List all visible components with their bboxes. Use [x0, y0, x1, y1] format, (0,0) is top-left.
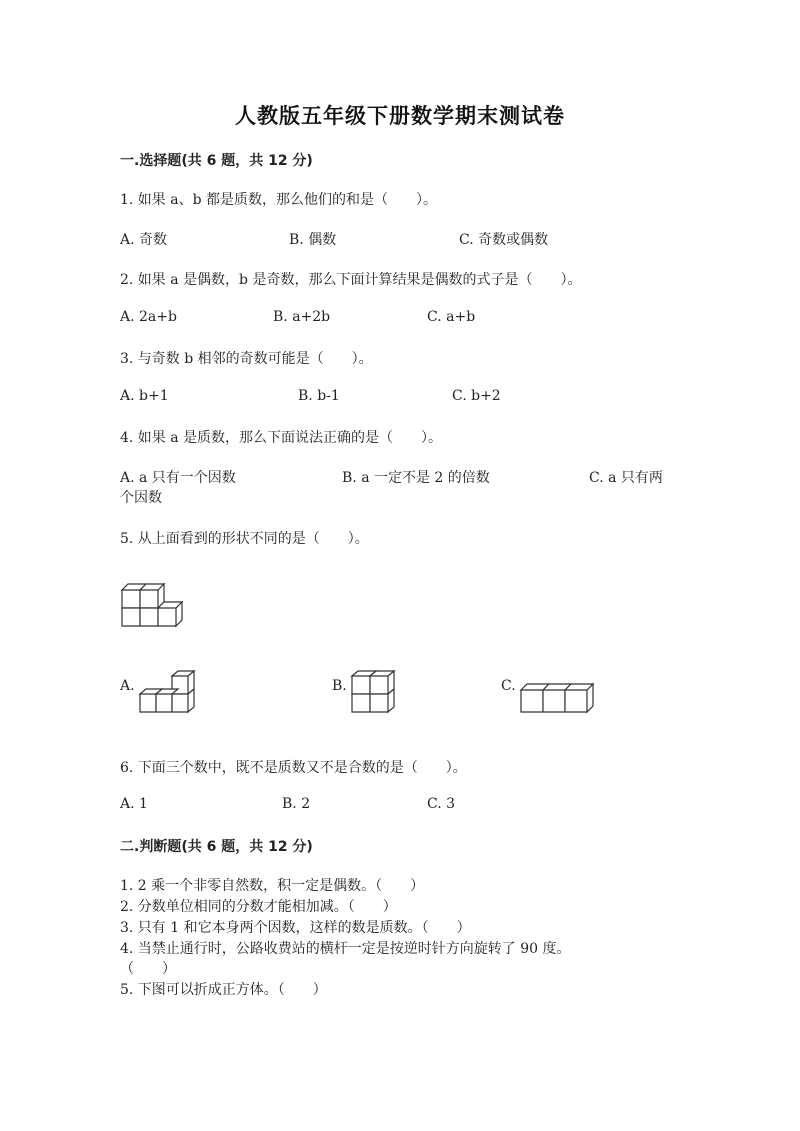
q6-option-b: B. 2 — [282, 796, 311, 812]
q2-option-a: A. 2a+b — [120, 309, 177, 325]
question-2: 2. 如果 a 是偶数，b 是奇数，那么下面计算结果是偶数的式子是（ ）。 — [120, 272, 582, 288]
q2-option-b: B. a+2b — [273, 309, 331, 325]
q5-reference-figure — [118, 578, 190, 630]
q1-option-b: B. 偶数 — [289, 232, 337, 248]
judgment-item-1: 1. 2 乘一个非零自然数，积一定是偶数。（ ） — [120, 878, 425, 894]
judgment-item-3: 3. 只有 1 和它本身两个因数，这样的数是质数。（ ） — [120, 920, 471, 936]
q5-option-a-figure — [136, 670, 198, 714]
q5-option-c: C. — [501, 678, 516, 694]
q5-option-b-figure — [348, 670, 408, 714]
section-heading-judgment: 二.判断题(共 6 题，共 12 分) — [120, 839, 313, 855]
question-4: 4. 如果 a 是质数，那么下面说法正确的是（ ）。 — [120, 430, 443, 446]
judgment-item-4-blank: （ ） — [120, 961, 176, 977]
q2-option-c: C. a+b — [427, 309, 476, 325]
q4-option-b: B. a 一定不是 2 的倍数 — [342, 470, 490, 486]
q4-option-a: A. a 只有一个因数 — [120, 470, 236, 486]
q5-option-a: A. — [120, 678, 135, 694]
q3-option-a: A. b+1 — [120, 388, 169, 404]
q1-option-a: A. 奇数 — [120, 232, 168, 248]
question-1: 1. 如果 a、b 都是质数，那么他们的和是（ ）。 — [120, 192, 438, 208]
q6-option-a: A. 1 — [120, 796, 148, 812]
q3-option-c: C. b+2 — [452, 388, 501, 404]
judgment-item-5: 5. 下图可以折成正方体。（ ） — [120, 982, 327, 998]
question-5: 5. 从上面看到的形状不同的是（ ）。 — [120, 531, 369, 547]
question-6: 6. 下面三个数中，既不是质数又不是合数的是（ ）。 — [120, 760, 467, 776]
q3-option-b: B. b-1 — [298, 388, 340, 404]
q4-option-c-wrap: 个因数 — [120, 490, 162, 506]
q1-option-c: C. 奇数或偶数 — [459, 232, 549, 248]
page-title: 人教版五年级下册数学期末测试卷 — [235, 104, 565, 128]
question-3: 3. 与奇数 b 相邻的奇数可能是（ ）。 — [120, 351, 373, 367]
section-heading-choice: 一.选择题(共 6 题，共 12 分) — [120, 153, 313, 169]
q6-option-c: C. 3 — [427, 796, 456, 812]
judgment-item-2: 2. 分数单位相同的分数才能相加减。（ ） — [120, 899, 397, 915]
q5-option-c-figure — [517, 682, 601, 714]
judgment-item-4: 4. 当禁止通行时，公路收费站的横杆一定是按逆时针方向旋转了 90 度。 — [120, 941, 571, 957]
q4-option-c: C. a 只有两 — [589, 470, 663, 486]
q5-option-b: B. — [332, 678, 347, 694]
